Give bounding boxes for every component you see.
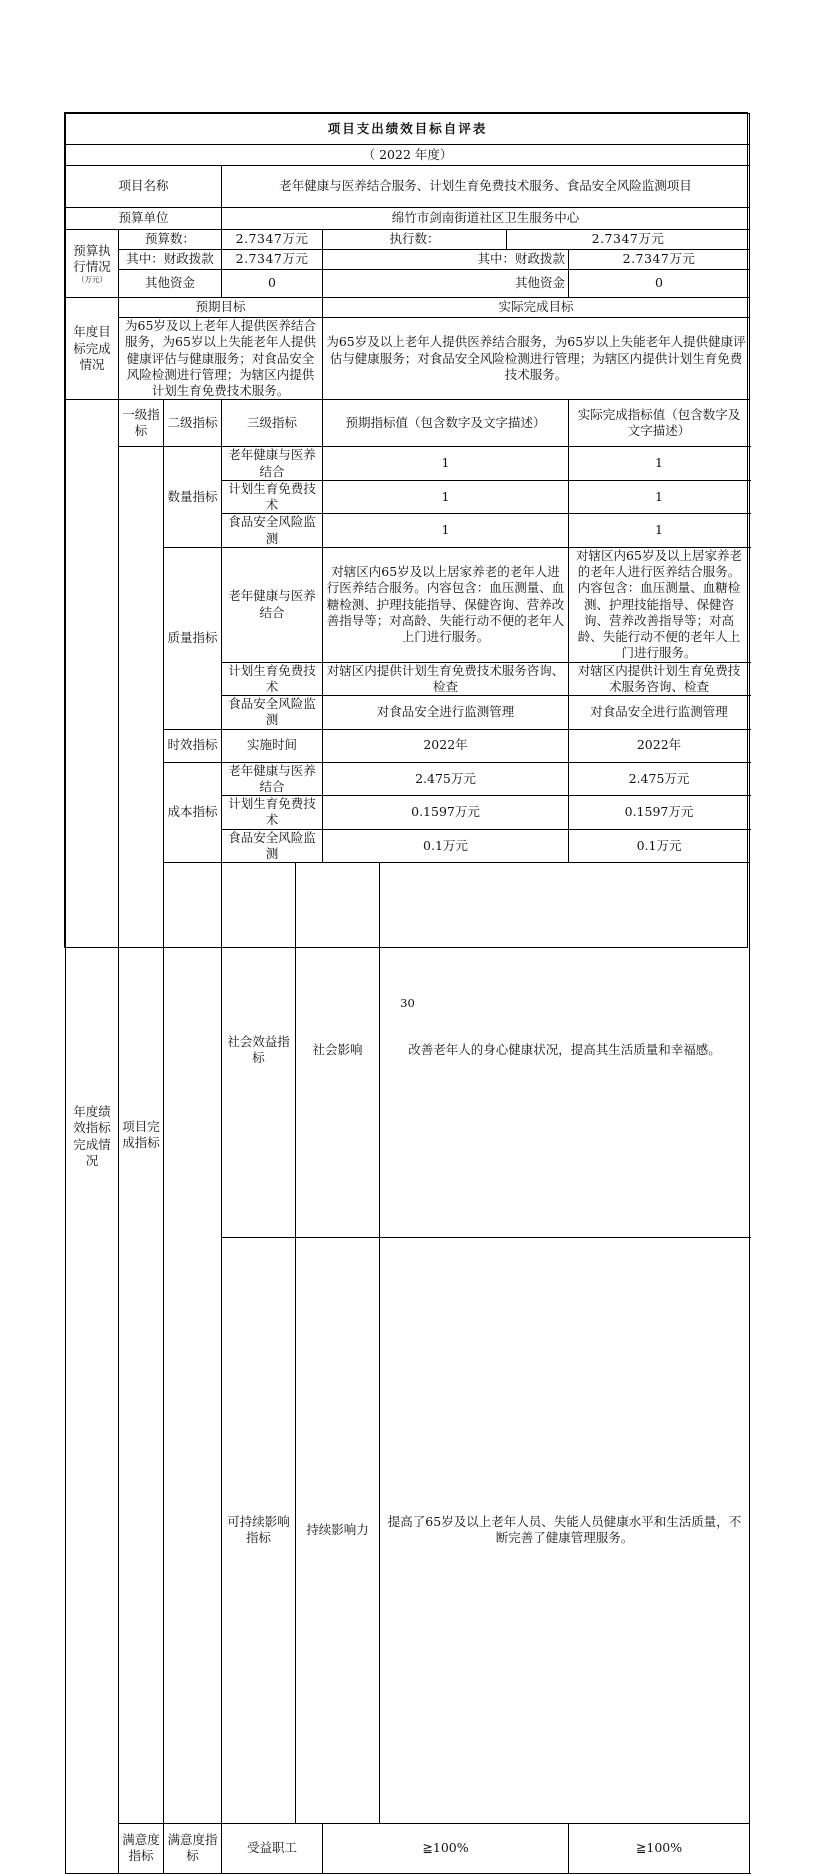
budget-execution-label <box>66 230 119 298</box>
quality-row-actual: 对辖区内提供计划生育免费技术服务咨询、检查 <box>569 662 750 696</box>
cost-row-actual: 0.1万元 <box>569 829 750 863</box>
header-level1: 一级指标 <box>119 400 164 447</box>
social-row-expected: 改善老年人的身心健康状况，提高其生活质量和幸福感。 <box>380 863 750 1238</box>
cost-row-name: 老年健康与医养结合 <box>222 762 323 796</box>
time-row-expected: 2022年 <box>323 729 569 762</box>
fiscal-allocation-value-2: 2.7347万元 <box>569 250 750 270</box>
output-indicators-label: 项目完成指标 <box>119 447 164 1824</box>
other-funds-value-2: 0 <box>569 270 750 298</box>
budget-amount-label: 预算数： <box>119 230 222 250</box>
social-benefit-label: 社会效益指标 <box>222 863 296 1238</box>
quality-row-expected: 对辖区内提供计划生育免费技术服务咨询、检查 <box>323 662 569 696</box>
budget-amount-value: 2.7347万元 <box>222 230 323 250</box>
cost-row-name: 计划生育免费技术 <box>222 796 323 830</box>
budget-unit-label: 预算单位 <box>66 208 222 230</box>
quality-row-expected: 对食品安全进行监测管理 <box>323 696 569 730</box>
header-actual: 实际完成指标值（包含数字及文字描述） <box>569 400 750 447</box>
social-row-name: 社会影响 <box>296 863 380 1238</box>
quantity-row-name: 计划生育免费技术 <box>222 480 323 514</box>
quality-row-name: 食品安全风险监测 <box>222 696 323 730</box>
sustainability-label: 可持续影响指标 <box>222 1237 296 1823</box>
fiscal-allocation-value: 2.7347万元 <box>222 250 323 270</box>
quality-row-expected: 对辖区内65岁及以上居家养老的老年人进行医养结合服务。内容包含：血压测量、血糖检测、护理技能指导、保健咨询、营养改善指导等；对高龄、失能行动不便的老年人上门进行服务。 <box>323 547 569 662</box>
time-row-name: 实施时间 <box>222 729 323 762</box>
expected-goal-header: 预期目标 <box>119 298 323 318</box>
cost-indicator-label: 成本指标 <box>164 762 222 863</box>
cost-row-actual: 0.1597万元 <box>569 796 750 830</box>
project-name-value: 老年健康与医养结合服务、计划生育免费技术服务、食品安全风险监测项目 <box>222 166 750 208</box>
project-name-label: 项目名称 <box>66 166 222 208</box>
quantity-row-actual: 1 <box>569 447 750 481</box>
time-indicator-label: 时效指标 <box>164 729 222 762</box>
cost-row-name: 食品安全风险监测 <box>222 829 323 863</box>
satisfaction-row-actual: ≧100% <box>569 1823 750 1873</box>
quality-indicator-label: 质量指标 <box>164 547 222 729</box>
fiscal-year: （ 2022 年度） <box>66 145 750 166</box>
exec-amount-value: 2.7347万元 <box>507 230 750 250</box>
table-title: 项目支出绩效目标自评表 <box>66 114 750 145</box>
actual-goal-header: 实际完成目标 <box>323 298 750 318</box>
satisfaction-row-name: 受益职工 <box>222 1823 323 1873</box>
exec-amount-label: 执行数： <box>323 230 507 250</box>
cost-row-actual: 2.475万元 <box>569 762 750 796</box>
quantity-row-name: 老年健康与医养结合 <box>222 447 323 481</box>
quality-row-name: 老年健康与医养结合 <box>222 547 323 662</box>
quantity-indicator-label: 数量指标 <box>164 447 222 548</box>
other-funds-label: 其他资金 <box>119 270 222 298</box>
other-funds-label-2: 其他资金 <box>323 270 569 298</box>
sustain-row-expected: 提高了65岁及以上老年人员、失能人员健康水平和生活质量，不断完善了健康管理服务。 <box>380 1237 750 1823</box>
budget-unit-value: 绵竹市剑南街道社区卫生服务中心 <box>222 208 750 230</box>
time-row-actual: 2022年 <box>569 729 750 762</box>
cost-row-expected: 2.475万元 <box>323 762 569 796</box>
quantity-row-expected: 1 <box>323 480 569 514</box>
satisfaction-level2-label: 满意度指标 <box>164 1823 222 1873</box>
header-expected: 预期指标值（包含数字及文字描述） <box>323 400 569 447</box>
page-number: 30 <box>400 996 415 1010</box>
actual-goal-text: 为65岁及以上老年人提供医养结合服务，为65岁以上失能老年人提供健康评估与健康服务；对食品安全风险检测进行管理；为辖区内提供计划生育免费技术服务。 <box>323 318 750 400</box>
quantity-row-actual: 1 <box>569 514 750 548</box>
header-level3: 三级指标 <box>222 400 323 447</box>
header-level2: 二级指标 <box>164 400 222 447</box>
quality-row-actual: 对食品安全进行监测管理 <box>569 696 750 730</box>
fiscal-allocation-label-2: 其中：财政拨款 <box>323 250 569 270</box>
performance-indicators-label: 年度绩效指标完成情况 <box>66 400 119 1874</box>
quality-row-actual: 对辖区内65岁及以上居家养老的老年人进行医养结合服务。内容包含：血压测量、血糖检测、护理技能指导、保健咨询、营养改善指导等；对高龄、失能行动不便的老年人上门进行服务。 <box>569 547 750 662</box>
budget-execution-text: 预算执行情况 <box>73 243 111 275</box>
quantity-row-name: 食品安全风险监测 <box>222 514 323 548</box>
satisfaction-row-expected: ≧100% <box>323 1823 569 1873</box>
expected-goal-text: 为65岁及以上老年人提供医养结合服务，为65岁以上失能老年人提供健康评估与健康服务；对食品安全风险检测进行管理；为辖区内提供计划生育免费技术服务。 <box>119 318 323 400</box>
satisfaction-level1-label: 满意度指标 <box>119 1823 164 1873</box>
quality-row-name: 计划生育免费技术 <box>222 662 323 696</box>
annual-goals-label: 年度目标完成情况 <box>66 298 119 400</box>
cost-row-expected: 0.1万元 <box>323 829 569 863</box>
fiscal-allocation-label: 其中：财政拨款 <box>119 250 222 270</box>
quantity-row-expected: 1 <box>323 514 569 548</box>
cost-row-expected: 0.1597万元 <box>323 796 569 830</box>
other-funds-value: 0 <box>222 270 323 298</box>
sustain-row-name: 持续影响力 <box>296 1237 380 1823</box>
self-evaluation-table <box>65 113 750 1874</box>
quantity-row-actual: 1 <box>569 480 750 514</box>
budget-execution-unit: （万元） <box>77 274 107 284</box>
quantity-row-expected: 1 <box>323 447 569 481</box>
